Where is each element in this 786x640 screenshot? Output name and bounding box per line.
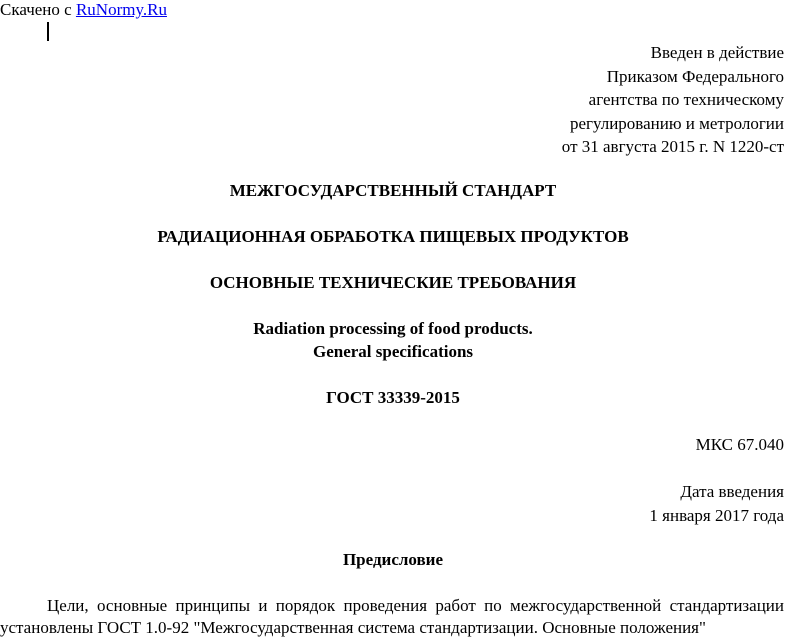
intro-date-block	[649, 480, 784, 527]
preface-heading: Предисловие	[342, 550, 444, 569]
standard-type-heading: МЕЖГОСУДАРСТВЕННЫЙ СТАНДАРТ	[229, 181, 557, 200]
enactment-line: Приказом Федерального	[606, 66, 784, 86]
intro-date-value: 1 января 2017 года	[649, 505, 784, 525]
title-ru: РАДИАЦИОННАЯ ОБРАБОТКА ПИЩЕВЫХ ПРОДУКТОВ	[157, 227, 629, 246]
mks-code-text: МКС 67.040	[695, 435, 784, 454]
preface-paragraph: Цели, основные принципы и порядок проведения работ по межгосударственной стандартизации установлены ГОСТ 1.0-92 "Межгосударственная система стандартизации. Основные положения"	[0, 596, 784, 637]
source-prefix: Скачено с	[0, 0, 76, 19]
title-en-line2: General specifications	[312, 342, 474, 361]
mks-code	[696, 433, 784, 457]
subtitle-ru: ОСНОВНЫЕ ТЕХНИЧЕСКИЕ ТРЕБОВАНИЯ	[209, 273, 577, 292]
intro-date-label: Дата введения	[680, 482, 784, 501]
enactment-line: регулированию и метрологии	[569, 113, 784, 133]
source-line	[0, 0, 167, 20]
gost-number: ГОСТ 33339-2015	[326, 388, 460, 407]
enactment-line: от 31 августа 2015 г. N 1220-ст	[561, 137, 784, 156]
text-cursor	[47, 22, 49, 41]
enactment-block	[562, 41, 784, 159]
enactment-line: агентства по техническому	[588, 90, 784, 109]
source-link[interactable]: RuNormy.Ru	[75, 0, 167, 19]
title-en-line1: Radiation processing of food products.	[253, 319, 533, 338]
enactment-line: Введен в действие	[650, 43, 784, 62]
